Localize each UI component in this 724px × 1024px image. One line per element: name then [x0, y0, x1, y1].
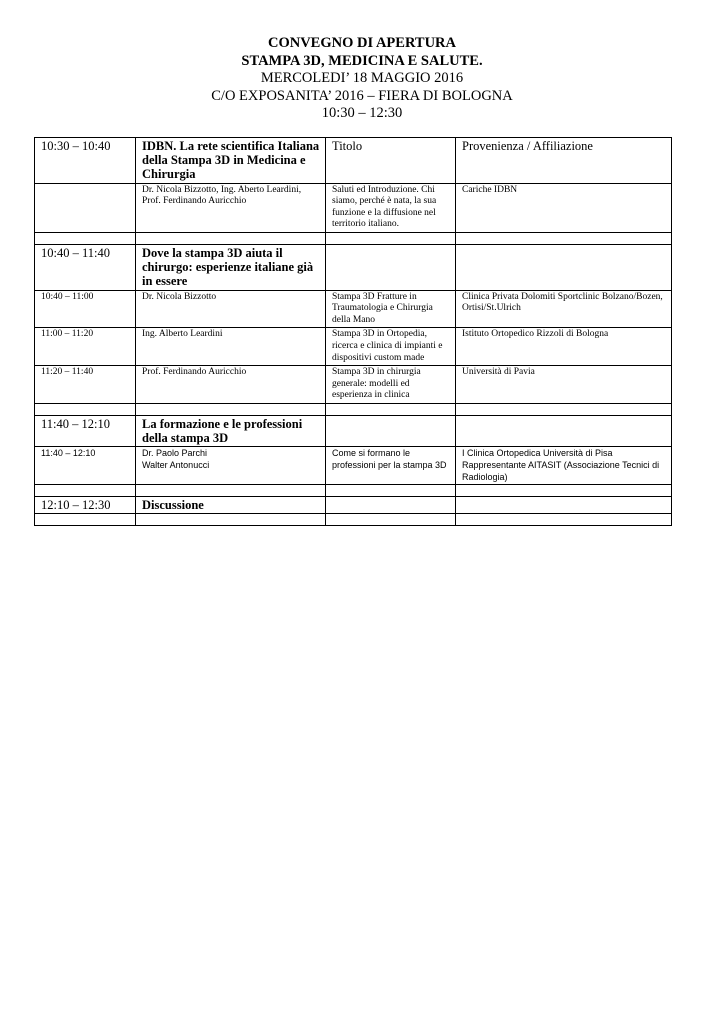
session-row — [35, 244, 672, 290]
spacer-row — [35, 232, 672, 244]
session-title: IDBN. La rete scientifica Italiana della Stampa 3D in Medicina e Chirurgia — [136, 138, 326, 184]
header-line-2: STAMPA 3D, MEDICINA E SALUTE. — [241, 52, 483, 69]
spacer-row — [35, 403, 672, 415]
talk-affiliation: I Clinica Ortopedica Università di Pisa Rappresentante AITASIT (Associazione Tecnici di Radiologia) — [456, 447, 672, 485]
session-row — [35, 138, 672, 184]
spacer-row — [35, 485, 672, 497]
talk-affiliation: Istituto Ortopedico Rizzoli di Bologna — [456, 328, 672, 366]
talk-time: 10:40 – 11:00 — [35, 290, 136, 328]
session-title: Dove la stampa 3D aiuta il chirurgo: esperienze italiane già in essere — [136, 244, 326, 290]
talk-title: Come si formano le professioni per la stampa 3D — [326, 447, 456, 485]
session-col4 — [456, 497, 672, 514]
session-col4 — [456, 415, 672, 446]
talk-speaker: Dr. Paolo Parchi Walter Antonucci — [136, 447, 326, 485]
talk-speaker: Prof. Ferdinando Auricchio — [136, 366, 326, 404]
column-header-title: Titolo — [326, 138, 456, 184]
session-title: La formazione e le professioni della stampa 3D — [136, 415, 326, 446]
header-line-3: MERCOLEDI’ 18 MAGGIO 2016 — [260, 70, 464, 86]
talk-time: 11:00 – 11:20 — [35, 328, 136, 366]
talk-title: Saluti ed Introduzione. Chi siamo, perché è nata, la sua funzione e la diffusione nel territorio italiano. — [326, 183, 456, 232]
column-header-affiliation: Provenienza / Affiliazione — [456, 138, 672, 184]
talk-row — [35, 290, 672, 328]
session-row — [35, 497, 672, 514]
session-col3 — [326, 415, 456, 446]
session-time: 12:10 – 12:30 — [35, 497, 136, 514]
header-line-4: C/O EXPOSANITA’ 2016 – FIERA DI BOLOGNA — [211, 87, 513, 104]
talk-speaker: Dr. Nicola Bizzotto, Ing. Aberto Leardini, Prof. Ferdinando Auricchio — [136, 183, 326, 232]
session-row — [35, 415, 672, 446]
talk-speaker: Ing. Alberto Leardini — [136, 328, 326, 366]
session-time: 11:40 – 12:10 — [35, 415, 136, 446]
talk-row — [35, 366, 672, 404]
talk-row — [35, 447, 672, 485]
talk-time: 11:20 – 11:40 — [35, 366, 136, 404]
talk-time — [35, 183, 136, 232]
talk-speaker: Dr. Nicola Bizzotto — [136, 290, 326, 328]
session-time: 10:30 – 10:40 — [35, 138, 136, 184]
talk-affiliation: Università di Pavia — [456, 366, 672, 404]
session-col3 — [326, 244, 456, 290]
session-time: 10:40 – 11:40 — [35, 244, 136, 290]
schedule-table — [34, 137, 672, 526]
talk-row — [35, 328, 672, 366]
session-col3 — [326, 497, 456, 514]
header-line-1: CONVEGNO DI APERTURA — [267, 35, 456, 51]
spacer-row — [35, 514, 672, 526]
talk-title: Stampa 3D Fratture in Traumatologia e Chirurgia della Mano — [326, 290, 456, 328]
talk-time: 11:40 – 12:10 — [35, 447, 136, 485]
header-line-5: 10:30 – 12:30 — [321, 105, 403, 121]
talk-row — [35, 183, 672, 232]
document-header — [0, 35, 724, 123]
session-col4 — [456, 244, 672, 290]
talk-title: Stampa 3D in Ortopedia, ricerca e clinica di impianti e dispositivi custom made — [326, 328, 456, 366]
session-title: Discussione — [136, 497, 326, 514]
talk-title: Stampa 3D in chirurgia generale: modelli ed esperienza in clinica — [326, 366, 456, 404]
talk-affiliation: Cariche IDBN — [456, 183, 672, 232]
talk-affiliation: Clinica Privata Dolomiti Sportclinic Bolzano/Bozen, Ortisi/St.Ulrich — [456, 290, 672, 328]
